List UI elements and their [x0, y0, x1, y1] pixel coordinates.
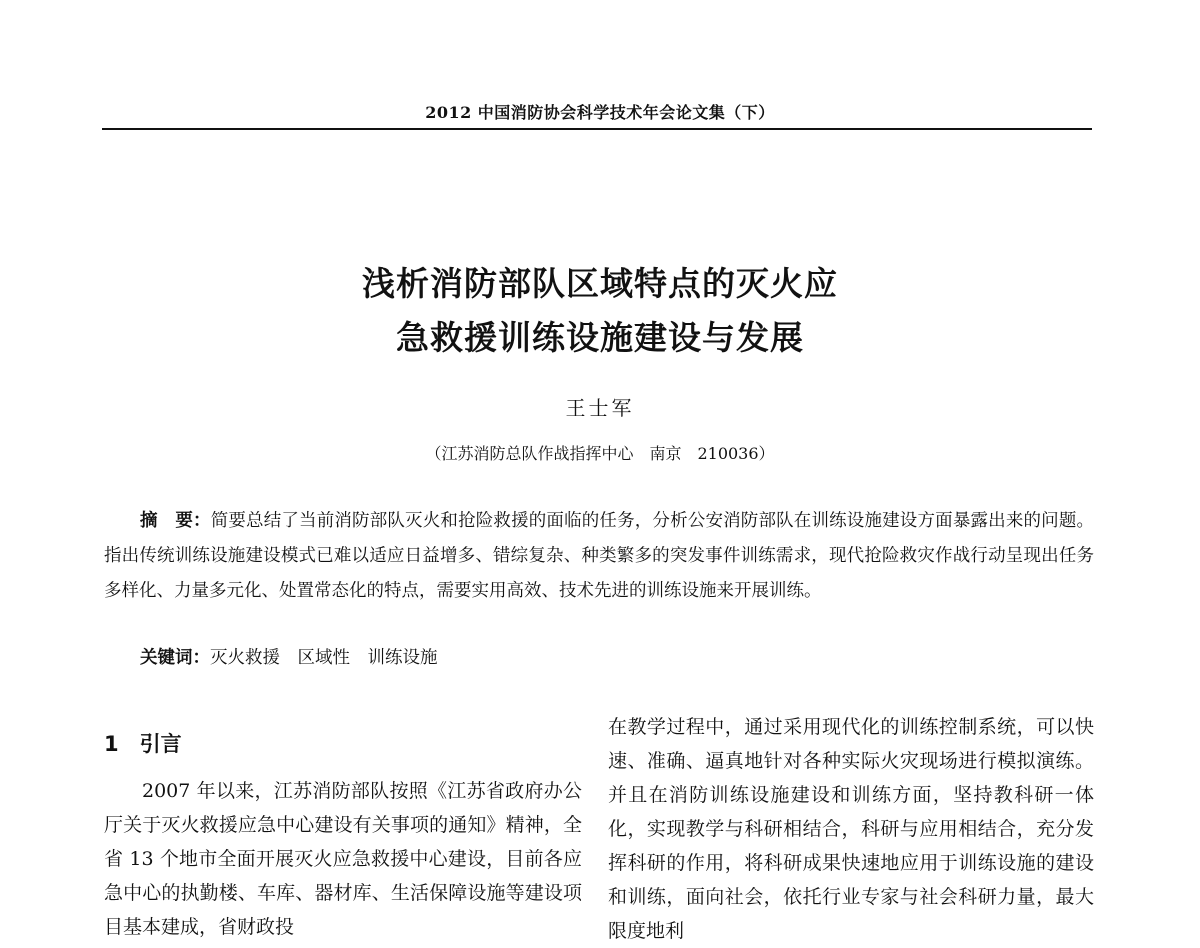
- author-name: 王士军: [565, 396, 635, 420]
- paper-title-line-2: 急救援训练设施建设与发展: [396, 318, 804, 357]
- left-column-paragraph: 2007 年以来，江苏消防部队按照《江苏省政府办公厅关于灭火救援应急中心建设有关事项的通知》精神，全省 13 个地市全面开展灭火应急救援中心建设，目前各应急中心的执勤楼、车库、器材库、生活保障设施等建设项目基本建成，省财政投: [104, 780, 582, 938]
- abstract-text: 简要总结了当前消防部队灭火和抢险救援的面临的任务，分析公安消防部队在训练设施建设方面暴露出来的问题。指出传统训练设施建设模式已难以适应日益增多、错综复杂、种类繁多的突发事件训练需求，现代抢险救灾作战行动呈现出任务多样化、力量多元化、处置常态化的特点，需要实用高效、技术先进的训练设施来开展训练。: [104, 511, 1095, 601]
- keywords: [140, 644, 1090, 669]
- paper-title-line-1: 浅析消防部队区域特点的灭火应: [362, 264, 838, 303]
- abstract-paragraph: [104, 504, 1094, 609]
- abstract-label: 摘 要：: [140, 511, 211, 531]
- running-header: 2012 中国消防协会科学技术年会论文集（下）: [425, 103, 775, 122]
- author-affiliation: （江苏消防总队作战指挥中心 南京 210036）: [425, 444, 775, 463]
- left-column: [104, 724, 582, 944]
- abstract: [104, 504, 1094, 609]
- keywords-text: 灭火救援 区域性 训练设施: [210, 648, 438, 668]
- right-column-paragraph: 在教学过程中，通过采用现代化的训练控制系统，可以快速、准确、逼真地针对各种实际火灾现场进行模拟演练。并且在消防训练设施建设和训练方面，坚持教科研一体化，实现教学与科研相结合，科研与应用相结合，充分发挥科研的作用，将科研成果快速地应用于训练设施的建设和训练，面向社会，依托行业专家与社会科研力量，最大限度地利: [608, 716, 1094, 942]
- right-column: [608, 710, 1094, 948]
- section-heading-introduction: 1 引言: [104, 732, 182, 756]
- keywords-label: 关键词：: [140, 648, 210, 668]
- header-rule: [102, 128, 1092, 130]
